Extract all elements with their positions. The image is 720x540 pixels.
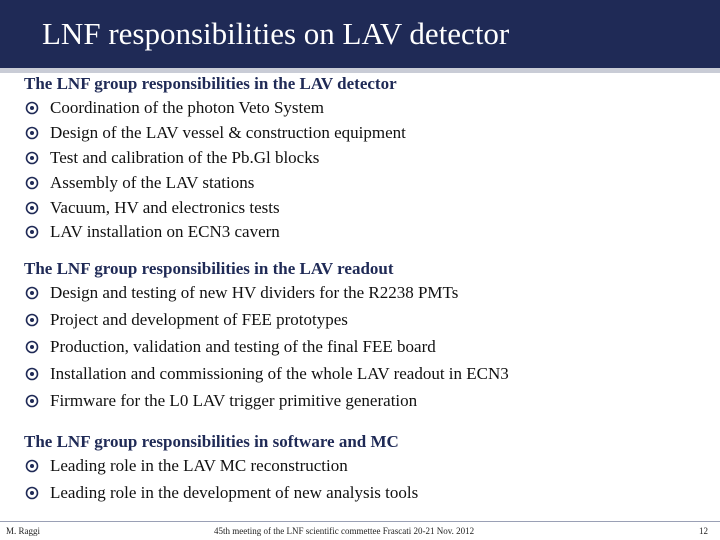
slide-title: LNF responsibilities on LAV detector	[42, 16, 510, 51]
bullet-list	[24, 453, 418, 507]
list-item	[24, 480, 418, 507]
list-item	[24, 195, 406, 220]
circled-dot-icon	[24, 150, 40, 166]
section-heading: The LNF group responsibilities in software and MC	[24, 432, 399, 451]
list-item	[24, 387, 509, 414]
list-item	[24, 96, 406, 121]
list-item-text: LAV installation on ECN3 cavern	[50, 222, 280, 242]
list-item	[24, 170, 406, 195]
section-heading: The LNF group responsibilities in the LAV readout	[24, 259, 394, 278]
footer-meeting: 45th meeting of the LNF scientific commettee Frascati 20-21 Nov. 2012	[214, 526, 475, 536]
list-item	[24, 220, 406, 245]
footer-divider	[0, 521, 720, 522]
section-software-mc	[24, 431, 418, 507]
list-item-text: Vacuum, HV and electronics tests	[50, 197, 280, 217]
circled-dot-icon	[24, 366, 40, 382]
list-item-text: Test and calibration of the Pb.Gl blocks	[50, 147, 320, 167]
circled-dot-icon	[24, 312, 40, 328]
page-number: 12	[699, 526, 708, 536]
list-item-text: Leading role in the LAV MC reconstruction	[50, 456, 348, 476]
list-item	[24, 121, 406, 146]
circled-dot-icon	[24, 175, 40, 191]
list-item	[24, 146, 406, 171]
list-item-text: Production, validation and testing of the final FEE board	[50, 336, 436, 356]
list-item	[24, 334, 509, 361]
circled-dot-icon	[24, 485, 40, 501]
circled-dot-icon	[24, 285, 40, 301]
section-lav-detector	[24, 72, 406, 245]
section-lav-readout	[24, 258, 509, 414]
footer-author: M. Raggi	[6, 526, 41, 536]
list-item	[24, 360, 509, 387]
list-item-text: Design and testing of new HV dividers for the R2238 PMTs	[50, 283, 459, 303]
circled-dot-icon	[24, 125, 40, 141]
list-item-text: Firmware for the L0 LAV trigger primitive generation	[50, 390, 418, 410]
list-item-text: Project and development of FEE prototypes	[50, 310, 348, 330]
list-item	[24, 307, 509, 334]
bullet-list	[24, 96, 406, 245]
list-item-text: Installation and commissioning of the whole LAV readout in ECN3	[50, 363, 509, 383]
section-heading: The LNF group responsibilities in the LAV detector	[24, 74, 397, 93]
circled-dot-icon	[24, 100, 40, 116]
list-item-text: Assembly of the LAV stations	[50, 172, 255, 192]
title-bar	[0, 0, 720, 73]
circled-dot-icon	[24, 458, 40, 474]
list-item-text: Leading role in the development of new analysis tools	[50, 483, 419, 503]
list-item	[24, 280, 509, 307]
circled-dot-icon	[24, 339, 40, 355]
list-item	[24, 453, 418, 480]
circled-dot-icon	[24, 224, 40, 240]
circled-dot-icon	[24, 393, 40, 409]
bullet-list	[24, 280, 509, 414]
circled-dot-icon	[24, 200, 40, 216]
list-item-text: Coordination of the photon Veto System	[50, 98, 325, 118]
list-item-text: Design of the LAV vessel & construction equipment	[50, 123, 406, 143]
